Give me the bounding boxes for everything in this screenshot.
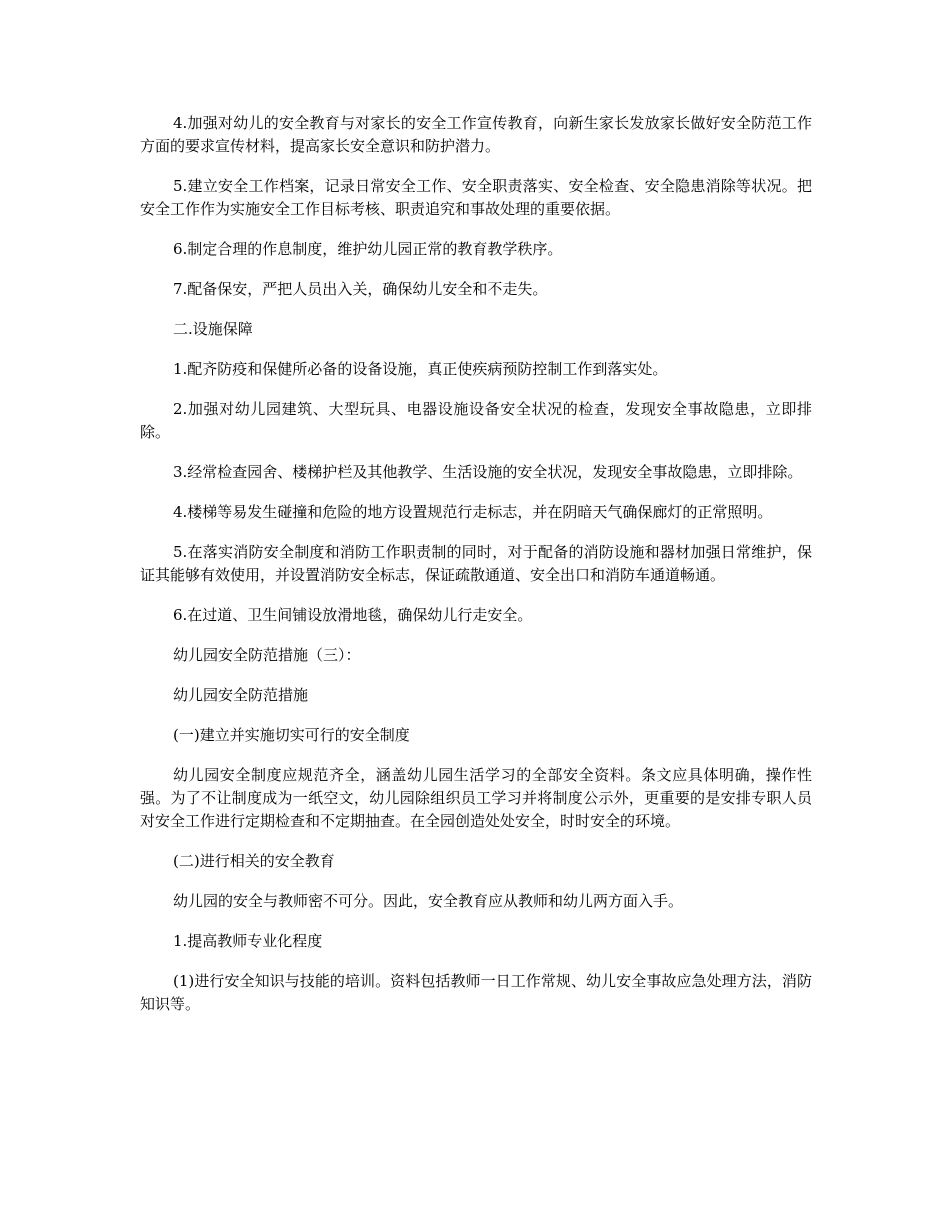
paragraph-safety-education: 幼儿园的安全与教师密不可分。因此，安全教育应从教师和幼儿两方面入手。 <box>173 892 684 910</box>
paragraph-facility-6: 6.在过道、卫生间铺设放滑地毯，确保幼儿行走安全。 <box>173 606 533 624</box>
subheading-safety-education: (二)进行相关的安全教育 <box>173 852 335 870</box>
paragraph-facility-1: 1.配齐防疫和保健所必备的设备设施，真正使疾病预防控制工作到落实处。 <box>173 360 668 378</box>
document-body <box>140 112 812 1033</box>
paragraph-item-4-parent-education: 4.加强对幼儿的安全教育与对家长的安全工作宣传教育，向新生家长发放家长做好安全防范工作方面的要求宣传材料，提高家长安全意识和防护潜力。 <box>140 114 812 155</box>
subheading-teacher-professionalism: 1.提高教师专业化程度 <box>173 932 323 950</box>
section-subtitle-measures: 幼儿园安全防范措施 <box>173 686 309 704</box>
paragraph-facility-2: 2.加强对幼儿园建筑、大型玩具、电器设施设备安全状况的检查，发现安全事故隐患，立即排除。 <box>140 400 812 441</box>
paragraph-teacher-training: (1)进行安全知识与技能的培训。资料包括教师一日工作常规、幼儿安全事故应急处理方法，消防知识等。 <box>140 972 812 1013</box>
section-title-measures-three: 幼儿园安全防范措施（三）： <box>173 646 361 664</box>
paragraph-item-7-security-guard: 7.配备保安，严把人员出入关，确保幼儿安全和不走失。 <box>173 280 548 298</box>
paragraph-facility-4: 4.楼梯等易发生碰撞和危险的地方设置规范行走标志，并在阴暗天气确保廊灯的正常照明。 <box>173 503 773 521</box>
paragraph-item-6-schedule: 6.制定合理的作息制度，维护幼儿园正常的教育教学秩序。 <box>173 240 563 258</box>
paragraph-item-5-safety-records: 5.建立安全工作档案，记录日常安全工作、安全职责落实、安全检查、安全隐患消除等状况。把安全工作作为实施安全工作目标考核、职责追究和事故处理的重要依据。 <box>140 177 812 218</box>
paragraph-facility-5: 5.在落实消防安全制度和消防工作职责制的同时，对于配备的消防设施和器材加强日常维护，保证其能够有效使用，并设置消防安全标志，保证疏散通道、安全出口和消防车通道畅通。 <box>140 543 812 584</box>
paragraph-safety-system: 幼儿园安全制度应规范齐全，涵盖幼儿园生活学习的全部安全资料。条文应具体明确，操作性强。为了不让制度成为一纸空文，幼儿园除组织员工学习并将制度公示外，更重要的是安排专职人员对安全工作进行定期检查和不定期抽查。在全园创造处处安全，时时安全的环境。 <box>140 766 812 830</box>
section-heading-facility-guarantee: 二.设施保障 <box>173 320 253 338</box>
paragraph-facility-3: 3.经常检查园舍、楼梯护栏及其他教学、生活设施的安全状况，发现安全事故隐患，立即排除。 <box>173 463 803 481</box>
subheading-safety-system: (一)建立并实施切实可行的安全制度 <box>173 726 410 744</box>
